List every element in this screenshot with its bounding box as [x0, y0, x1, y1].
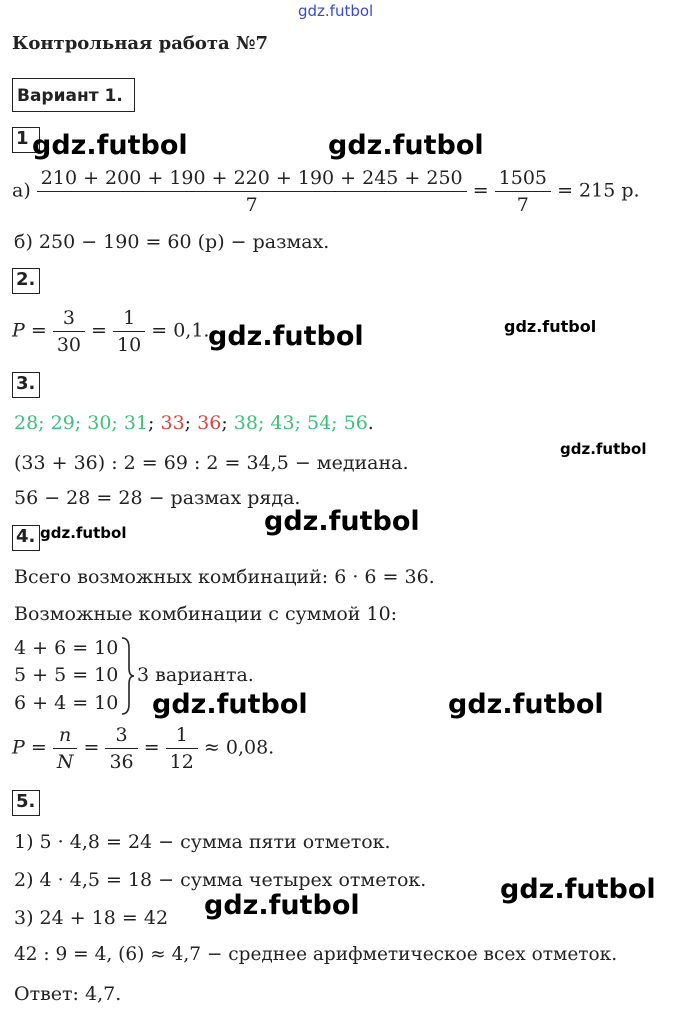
curly-brace-icon: [119, 636, 135, 716]
task-4-number: 4.: [16, 526, 36, 547]
variant-text: Вариант 1.: [17, 86, 123, 106]
watermark: gdz.futbol: [504, 317, 597, 336]
series-green-end: 38; 43; 54; 56: [233, 412, 368, 434]
fraction-denominator: 10: [117, 334, 142, 356]
fraction-numerator: 210 + 200 + 190 + 220 + 190 + 245 + 250: [37, 165, 467, 192]
series-red-1: 33: [160, 412, 185, 434]
fraction-numerator: 1505: [495, 165, 551, 192]
watermark: gdz.futbol: [152, 689, 308, 720]
watermark: gdz.futbol: [40, 524, 127, 542]
watermark: gdz.futbol: [264, 506, 420, 537]
page-title: Контрольная работа №7: [12, 33, 269, 54]
fraction-denominator: 7: [516, 194, 529, 216]
fraction-numerator: 1: [113, 305, 145, 332]
watermark: gdz.futbol: [328, 130, 484, 161]
task-3-label: [12, 372, 40, 398]
task-2-fraction-2: [113, 305, 145, 358]
series-green-start: 28; 29; 30; 31: [14, 412, 149, 434]
fraction-numerator: 3: [53, 305, 85, 332]
task-2-result: = 0,1.: [151, 319, 210, 342]
task-1-a: [12, 165, 640, 218]
series-red-2: 36: [197, 412, 222, 434]
task-1-b: б) 250 − 190 = 60 (р) − размах.: [14, 231, 330, 253]
task-4-combo-2: 5 + 5 = 10: [14, 664, 119, 686]
task-3-median: (33 + 36) : 2 = 69 : 2 = 34,5 − медиана.: [14, 452, 409, 474]
watermark: gdz.futbol: [560, 440, 647, 458]
probability-symbol: P: [12, 736, 25, 759]
task-3-range: 56 − 28 = 28 − размах ряда.: [14, 487, 301, 509]
task-1-fraction-1: [37, 165, 467, 218]
separator: ;: [148, 412, 155, 434]
task-4-possible: Возможные комбинации с суммой 10:: [14, 603, 398, 625]
task-1-number: 1: [16, 128, 29, 149]
watermark: gdz.futbol: [448, 689, 604, 720]
watermark: gdz.futbol: [204, 890, 360, 921]
task-3-series: [14, 411, 374, 435]
fraction-numerator: 1: [166, 722, 198, 749]
fraction-denominator: 7: [245, 194, 258, 216]
separator: ;: [184, 412, 192, 434]
fraction-denominator: N: [56, 751, 74, 773]
task-4-fraction-2: [105, 722, 137, 775]
task-4-label: [12, 525, 40, 551]
task-4-fraction-1: [53, 722, 78, 775]
task-5-line-4: 42 : 9 = 4, (6) ≈ 4,7 − среднее арифметическое всех отметок.: [14, 944, 618, 965]
task-2-fraction-1: [53, 305, 85, 358]
task-1-a-prefix: а): [12, 179, 31, 202]
watermark: gdz.futbol: [208, 321, 364, 352]
task-4-combo-3: 6 + 4 = 10: [14, 692, 119, 714]
task-5-line-1: 1) 5 · 4,8 = 24 − сумма пяти отметок.: [14, 831, 391, 853]
equals-sign: =: [472, 179, 489, 202]
fraction-numerator: 3: [105, 722, 137, 749]
series-tail: .: [367, 412, 374, 434]
probability-symbol: P: [12, 319, 25, 342]
watermark-top: gdz.futbol: [298, 2, 374, 20]
task-1-fraction-2: [495, 165, 551, 218]
fraction-numerator: n: [53, 722, 78, 749]
equals-sign: =: [83, 736, 100, 759]
task-1-a-result: = 215 р.: [557, 179, 640, 202]
task-2-formula: [12, 305, 209, 358]
fraction-denominator: 36: [109, 751, 134, 773]
task-4-fraction-3: [166, 722, 198, 775]
task-5-label: [12, 790, 40, 816]
equals-sign: =: [30, 736, 47, 759]
task-4-variants: 3 варианта.: [137, 664, 254, 686]
task-5-answer: Ответ: 4,7.: [14, 983, 122, 1005]
task-4-formula: [12, 722, 274, 775]
task-2-label: [12, 268, 40, 294]
task-5-line-3: 3) 24 + 18 = 42: [14, 907, 169, 929]
separator: ;: [221, 412, 228, 434]
task-5-line-2: 2) 4 · 4,5 = 18 − сумма четырех отметок.: [14, 869, 427, 891]
variant-label: [12, 78, 135, 112]
equals-sign: =: [30, 319, 47, 342]
task-3-number: 3.: [16, 373, 36, 394]
task-4-result: ≈ 0,08.: [203, 736, 275, 759]
equals-sign: =: [143, 736, 160, 759]
task-5-number: 5.: [16, 791, 36, 812]
watermark: gdz.futbol: [500, 874, 656, 905]
task-2-number: 2.: [16, 269, 36, 290]
task-4-total: Всего возможных комбинаций: 6 · 6 = 36.: [14, 566, 435, 588]
task-4-combo-1: 4 + 6 = 10: [14, 637, 119, 659]
equals-sign: =: [91, 319, 107, 342]
watermark: gdz.futbol: [32, 130, 188, 161]
fraction-denominator: 12: [169, 751, 194, 773]
fraction-denominator: 30: [56, 334, 81, 356]
